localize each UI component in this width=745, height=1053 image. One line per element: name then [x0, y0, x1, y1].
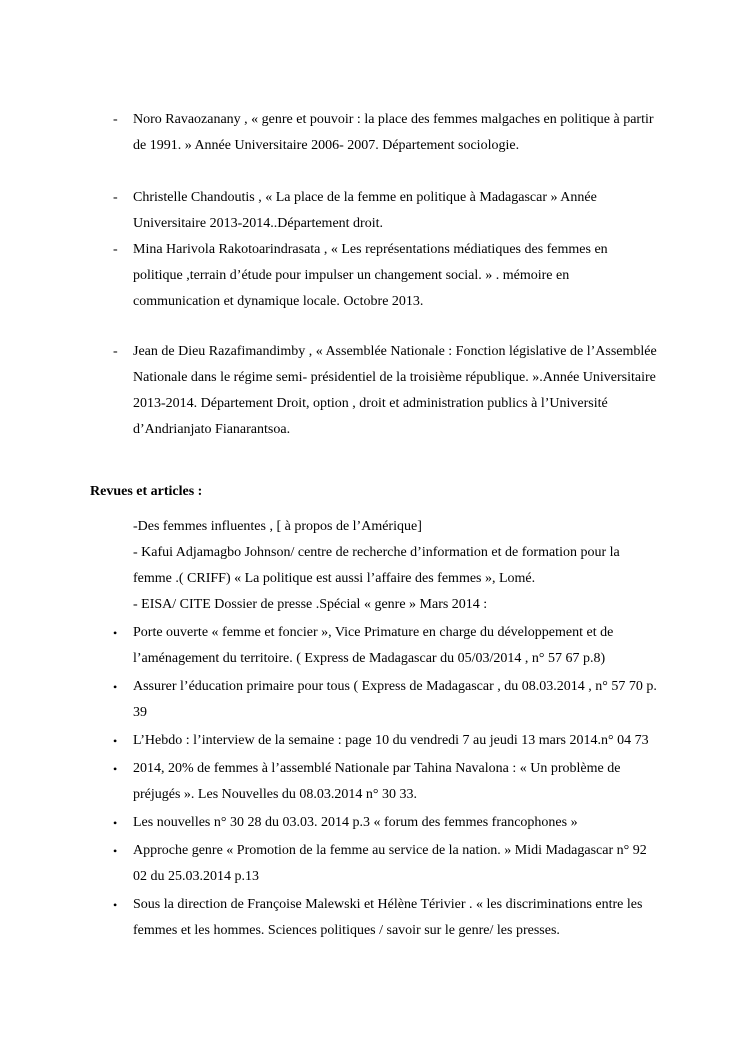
list-item — [113, 620, 659, 672]
list-item — [113, 185, 659, 237]
list-item-text: Approche genre « Promotion de la femme au service de la nation. » Midi Madagascar n° 92 02 du 25.03.2014 p.13 — [133, 843, 647, 884]
bullet-marker: • — [113, 898, 118, 912]
references-plain-list — [90, 514, 659, 618]
list-item — [113, 237, 659, 315]
dash-marker: - — [113, 242, 118, 257]
list-item-text: Porte ouverte « femme et foncier », Vice Primature en charge du développement et de l’aménagement du territoire. ( Express de Madagascar du 05/03/2014 , n° 57 67 p.8) — [133, 625, 614, 666]
list-item — [113, 756, 659, 808]
dash-marker: - — [113, 344, 118, 359]
list-item-text: Noro Ravaozanany , « genre et pouvoir : la place des femmes malgaches en politique à partir de 1991. » Année Universitaire 2006- 2007. Département sociologie. — [133, 112, 654, 153]
list-item — [113, 838, 659, 890]
section-heading: Revues et articles : — [90, 484, 203, 499]
list-item-text: 2014, 20% de femmes à l’assemblé Nationale par Tahina Navalona : « Un problème de préjugés ». Les Nouvelles du 08.03.2014 n° 30 33. — [133, 761, 621, 802]
list-item — [113, 810, 659, 836]
list-item-text: Assurer l’éducation primaire pour tous ( Express de Madagascar , du 08.03.2014 , n° 57 70 p. 39 — [133, 679, 657, 720]
plain-item: - EISA/ CITE Dossier de presse .Spécial « genre » Mars 2014 : — [133, 597, 488, 612]
dash-marker: - — [113, 112, 118, 127]
list-item-text: L’Hebdo : l’interview de la semaine : page 10 du vendredi 7 au jeudi 13 mars 2014.n° 04 73 — [133, 733, 649, 748]
bullet-marker: • — [113, 626, 118, 640]
list-item-text: Mina Harivola Rakotoarindrasata , « Les représentations médiatiques des femmes en politique ,terrain d’étude pour impulser un changement social. » . mémoire en communication et dynamique locale. Octobre 2013. — [133, 242, 608, 309]
list-item — [113, 107, 659, 159]
articles-bullet-list — [90, 620, 659, 944]
bullet-marker: • — [113, 680, 118, 694]
list-item — [113, 339, 659, 443]
list-item — [113, 674, 659, 726]
plain-item: -Des femmes influentes , [ à propos de l’Amérique] — [133, 519, 422, 534]
bullet-marker: • — [113, 844, 118, 858]
bullet-marker: • — [113, 734, 118, 748]
memoires-list — [90, 107, 659, 443]
list-item-text: Christelle Chandoutis , « La place de la femme en politique à Madagascar » Année Universitaire 2013-2014..Département droit. — [133, 190, 597, 231]
list-item — [113, 892, 659, 944]
bullet-marker: • — [113, 816, 118, 830]
list-item-text: Jean de Dieu Razafimandimby , « Assemblée Nationale : Fonction législative de l’Assemblée Nationale dans le régime semi- présidentiel de la troisième république. ».Année Universitaire 2013-2014. Département Droit, option , droit et administration publics à l’Université d’Andrianjato Fianarantsoa. — [133, 344, 657, 437]
list-item-text: Sous la direction de Françoise Malewski et Hélène Térivier . « les discriminations entre les femmes et les hommes. Sciences politiques / savoir sur le genre/ les presses. — [133, 897, 643, 938]
list-item — [113, 728, 659, 754]
plain-item: - Kafui Adjamagbo Johnson/ centre de recherche d’information et de formation pour la femme .( CRIFF) « La politique est aussi l’affaire des femmes », Lomé. — [133, 545, 620, 586]
dash-marker: - — [113, 190, 118, 205]
bullet-marker: • — [113, 762, 118, 776]
list-item-text: Les nouvelles n° 30 28 du 03.03. 2014 p.3 « forum des femmes francophones » — [133, 815, 578, 830]
